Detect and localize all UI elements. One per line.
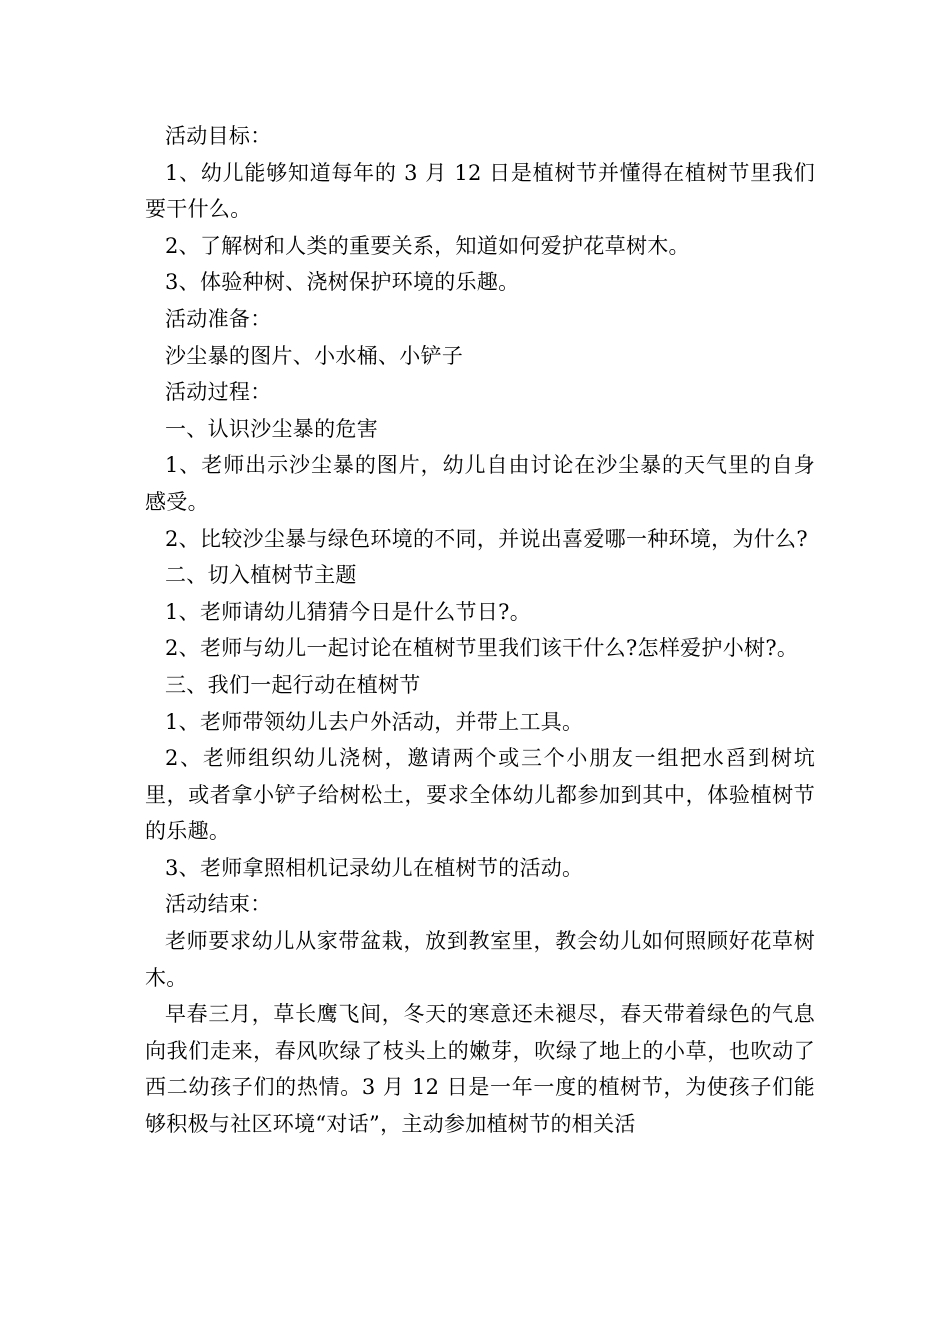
document-body [145, 118, 815, 1143]
spring-intro-paragraph: 早春三月，草长鹰飞间，冬天的寒意还未褪尽，春天带着绿色的气息向我们走来，春风吹绿了枝头上的嫩芽，吹绿了地上的小草，也吹动了西二幼孩子们的热情。3 月 12 日是一年一度的植树节，为使孩子们能够积极与社区环境“对话”，主动参加植树节的相关活 [145, 1002, 815, 1137]
preparation-materials: 沙尘暴的图片、小水桶、小铲子 [165, 343, 464, 368]
goal-item-2: 2、了解树和人类的重要关系，知道如何爱护花草树木。 [165, 233, 690, 258]
process-section-2-item-1: 1、老师请幼儿猜猜今日是什么节日?。 [165, 599, 532, 624]
process-section-3-item-3: 3、老师拿照相机记录幼儿在植树节的活动。 [165, 855, 584, 880]
activity-end-text: 老师要求幼儿从家带盆栽，放到教室里，教会幼儿如何照顾好花草树木。 [145, 929, 815, 990]
heading-activity-goals: 活动目标： [165, 124, 272, 148]
heading-activity-end: 活动结束： [165, 892, 272, 917]
process-section-3-title: 三、我们一起行动在植树节 [165, 672, 421, 697]
heading-activity-process: 活动过程： [165, 380, 272, 405]
goal-item-1: 1、幼儿能够知道每年的 3 月 12 日是植树节并懂得在植树节里我们要干什么。 [145, 160, 815, 222]
process-section-3-item-2: 2、老师组织幼儿浇树，邀请两个或三个小朋友一组把水舀到树坑里，或者拿小铲子给树松土，要求全体幼儿都参加到其中，体验植树节的乐趣。 [145, 746, 815, 844]
process-section-1-item-1: 1、老师出示沙尘暴的图片，幼儿自由讨论在沙尘暴的天气里的自身感受。 [145, 453, 815, 514]
process-section-1-title: 一、认识沙尘暴的危害 [165, 416, 378, 441]
goal-item-3: 3、体验种树、浇树保护环境的乐趣。 [165, 270, 520, 295]
process-section-2-title: 二、切入植树节主题 [165, 563, 357, 588]
process-section-1-item-2: 2、比较沙尘暴与绿色环境的不同，并说出喜爱哪一种环境，为什么? [165, 526, 808, 551]
heading-activity-preparation: 活动准备： [165, 306, 272, 331]
process-section-2-item-2: 2、老师与幼儿一起讨论在植树节里我们该干什么?怎样爱护小树?。 [165, 636, 799, 661]
process-section-3-item-1: 1、老师带领幼儿去户外活动，并带上工具。 [165, 709, 584, 734]
